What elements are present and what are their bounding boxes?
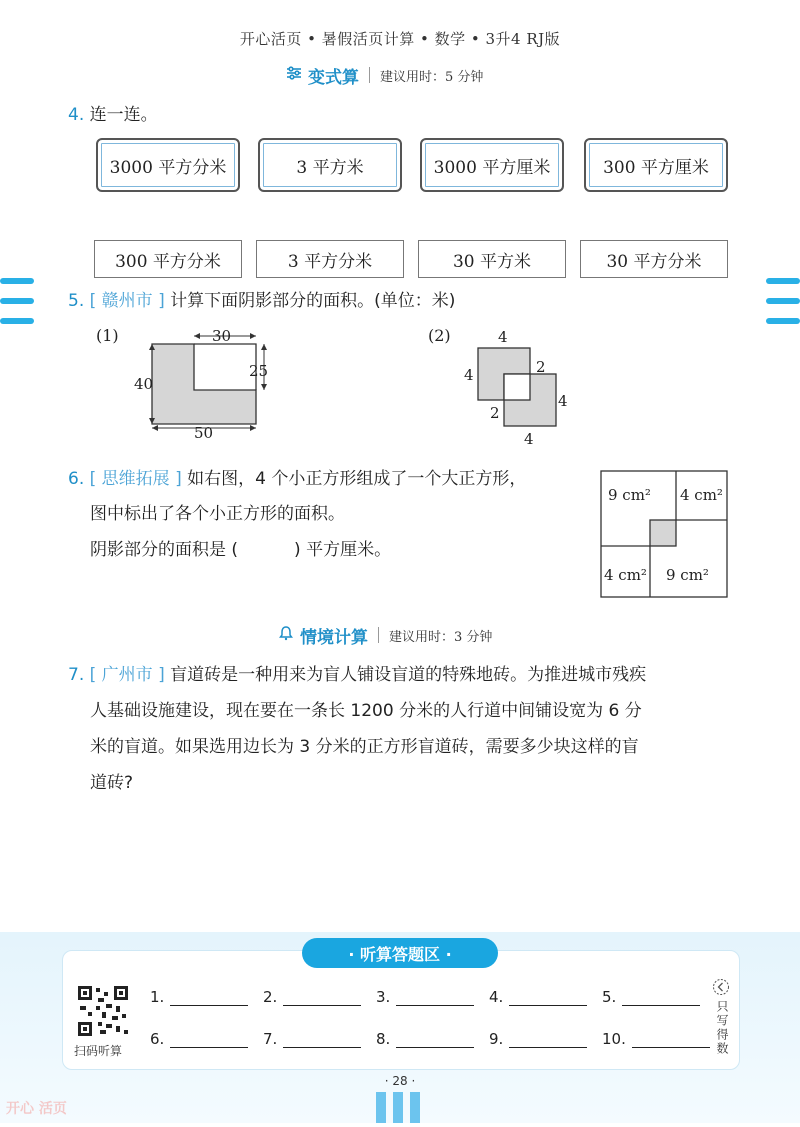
area-top-right: 4 cm² — [680, 486, 723, 504]
match-box-top-4[interactable]: 300 平方厘米 — [584, 138, 728, 192]
source-tag: [ 广州市 ] — [89, 665, 165, 685]
figure-2-label: (2) — [428, 326, 451, 345]
answer-line[interactable] — [509, 989, 587, 1006]
dim-b-bottom: 4 — [524, 430, 534, 448]
right-side-decoration — [766, 278, 800, 324]
answer-line[interactable] — [509, 1031, 587, 1048]
section-title-text: 变式算 — [308, 67, 359, 88]
brand-watermark: 开心 活页 — [6, 1101, 67, 1117]
figure-2-overlap-squares — [458, 326, 578, 448]
dim-left: 40 — [134, 375, 154, 393]
sliders-icon — [286, 65, 302, 86]
header-title: 开心活页 • 暑假活页计算 • 数学 • 3升4 RJ版 — [239, 30, 561, 48]
sound-icon — [712, 978, 730, 1000]
dim-bottom: 50 — [194, 424, 214, 440]
dim-overlap-right: 2 — [536, 358, 546, 376]
area-top-left: 9 cm² — [608, 486, 651, 504]
match-box-bottom-3[interactable]: 30 平方米 — [418, 240, 566, 278]
answer-slot-4: 4. — [489, 988, 587, 1006]
answer-line[interactable] — [396, 1031, 474, 1048]
question-5-heading — [68, 284, 455, 318]
answer-slot-2: 2. — [263, 988, 361, 1006]
question-6-line-1 — [68, 462, 526, 496]
dim-top: 30 — [212, 328, 232, 345]
answer-line[interactable] — [283, 989, 361, 1006]
qr-code-icon[interactable] — [76, 984, 130, 1038]
dim-b-right: 4 — [558, 392, 568, 410]
footer-bars-decoration — [374, 1092, 422, 1123]
section-title-text: 情境计算 — [300, 627, 368, 648]
question-text: 连一连。 — [89, 105, 158, 125]
answer-slot-3: 3. — [376, 988, 474, 1006]
answer-slot-6: 6. — [150, 1030, 248, 1048]
answer-line[interactable] — [632, 1031, 710, 1048]
answer-panel — [62, 950, 740, 1070]
source-tag: [ 思维拓展 ] — [89, 469, 182, 489]
match-box-top-1[interactable]: 3000 平方分米 — [96, 138, 240, 192]
section-title-bianshisuan — [286, 62, 483, 88]
time-hint: 建议用时：5 分钟 — [380, 69, 484, 85]
dim-right: 25 — [249, 362, 269, 380]
section-title-qingjing — [278, 622, 492, 648]
question-7-line-1 — [68, 658, 646, 692]
question-number: 4. — [68, 105, 85, 125]
answer-line[interactable] — [396, 989, 474, 1006]
figure-1-label: (1) — [96, 326, 119, 345]
match-box-bottom-2[interactable]: 3 平方分米 — [256, 240, 404, 278]
match-box-bottom-1[interactable]: 300 平方分米 — [94, 240, 242, 278]
question-7-line-3: 米的盲道。如果选用边长为 3 分米的正方形盲道砖，需要多少块这样的盲 — [90, 737, 639, 757]
answer-slot-10: 10. — [602, 1030, 710, 1048]
match-box-top-3[interactable]: 3000 平方厘米 — [420, 138, 564, 192]
answer-line[interactable] — [170, 1031, 248, 1048]
match-box-top-2[interactable]: 3 平方米 — [258, 138, 402, 192]
area-bottom-left: 4 cm² — [604, 566, 647, 584]
question-number: 7. — [68, 665, 85, 685]
question-text: 计算下面阴影部分的面积。(单位：米) — [170, 291, 456, 311]
answer-slot-1: 1. — [150, 988, 248, 1006]
side-note: 只写得数 — [715, 1000, 729, 1056]
answer-area-title: · 听算答题区 · — [302, 938, 498, 968]
divider — [369, 67, 370, 83]
time-hint: 建议用时：3 分钟 — [389, 629, 493, 645]
answer-slot-9: 9. — [489, 1030, 587, 1048]
question-7-line-4: 道砖? — [90, 773, 134, 793]
question-4-heading — [68, 98, 158, 132]
answer-line[interactable] — [622, 989, 700, 1006]
dim-a-left: 4 — [464, 366, 474, 384]
bell-icon — [278, 625, 294, 646]
answer-suffix: ) 平方厘米。 — [294, 540, 392, 560]
dim-overlap-left: 2 — [490, 404, 500, 422]
question-text: 如右图，4 个小正方形组成了一个大正方形， — [187, 469, 527, 489]
dim-a-top: 4 — [498, 328, 508, 346]
page-number: · 28 · — [384, 1074, 416, 1088]
answer-line[interactable] — [283, 1031, 361, 1048]
left-side-decoration — [0, 278, 34, 324]
qr-label: 扫码听算 — [74, 1044, 123, 1058]
answer-slot-8: 8. — [376, 1030, 474, 1048]
area-bottom-right: 9 cm² — [666, 566, 709, 584]
match-box-bottom-4[interactable]: 30 平方分米 — [580, 240, 728, 278]
answer-slot-5: 5. — [602, 988, 700, 1006]
source-tag: [ 赣州市 ] — [89, 291, 165, 311]
question-number: 5. — [68, 291, 85, 311]
question-6-line-3 — [90, 533, 391, 567]
figure-6-squares — [600, 470, 730, 600]
divider — [378, 627, 379, 643]
figure-1-l-shape — [130, 328, 280, 440]
question-7-line-2: 人基础设施建设，现在要在一条长 1200 分米的人行道中间铺设宽为 6 分 — [90, 701, 642, 721]
question-number: 6. — [68, 469, 85, 489]
question-text: 盲道砖是一种用来为盲人铺设盲道的特殊地砖。为推进城市残疾 — [170, 665, 647, 685]
question-6-line-2: 图中标出了各个小正方形的面积。 — [90, 504, 345, 524]
answer-prefix: 阴影部分的面积是 ( — [90, 540, 239, 560]
answer-slot-7: 7. — [263, 1030, 361, 1048]
answer-line[interactable] — [170, 989, 248, 1006]
